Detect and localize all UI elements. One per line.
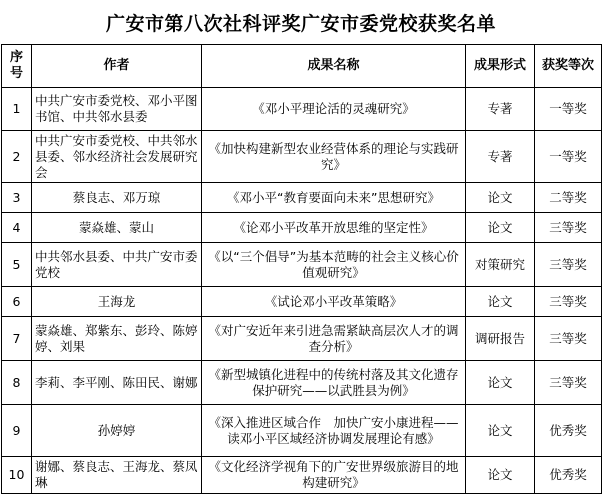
table-row (2, 361, 602, 405)
row-author: 蒙焱雄、蒙山 (32, 213, 202, 243)
row-work-title: 《邓小平理论活的灵魂研究》 (202, 88, 466, 131)
row-award-level: 三等奖 (535, 287, 602, 317)
row-number: 5 (2, 243, 32, 287)
row-work-form: 论文 (466, 287, 535, 317)
table-row (2, 131, 602, 183)
table-row (2, 88, 602, 131)
table-row (2, 183, 602, 213)
row-work-title: 《论邓小平改革开放思维的坚定性》 (202, 213, 466, 243)
row-number: 3 (2, 183, 32, 213)
row-work-title: 《新型城镇化进程中的传统村落及其文化遗存保护研究——以武胜县为例》 (202, 361, 466, 405)
row-work-title: 《加快构建新型农业经营体系的理论与实践研究》 (202, 131, 466, 183)
row-author: 中共广安市委党校、中共邻水县委、邻水经济社会发展研究会 (32, 131, 202, 183)
row-award-level: 优秀奖 (535, 457, 602, 494)
table-header-row (2, 45, 602, 88)
row-award-level: 三等奖 (535, 243, 602, 287)
row-work-form: 论文 (466, 213, 535, 243)
row-number: 7 (2, 317, 32, 361)
row-author: 李莉、李平刚、陈田民、谢娜 (32, 361, 202, 405)
row-work-form: 对策研究 (466, 243, 535, 287)
row-work-title: 《对广安近年来引进急需紧缺高层次人才的调查分析》 (202, 317, 466, 361)
row-work-form: 论文 (466, 457, 535, 494)
table-row (2, 243, 602, 287)
row-number: 4 (2, 213, 32, 243)
row-author: 中共广安市委党校、邓小平图书馆、中共邻水县委 (32, 88, 202, 131)
row-author: 中共邻水县委、中共广安市委党校 (32, 243, 202, 287)
table-row (2, 317, 602, 361)
header-number: 序号 (2, 45, 32, 88)
row-number: 1 (2, 88, 32, 131)
row-work-title: 《试论邓小平改革策略》 (202, 287, 466, 317)
table-row (2, 213, 602, 243)
table-row (2, 457, 602, 494)
row-award-level: 一等奖 (535, 131, 602, 183)
row-author: 蒙焱雄、郑紫东、彭玲、陈婷婷、刘果 (32, 317, 202, 361)
row-number: 9 (2, 405, 32, 457)
header-work-form: 成果形式 (466, 45, 535, 88)
row-award-level: 三等奖 (535, 213, 602, 243)
row-work-title: 《深入推进区域合作 加快广安小康进程——读邓小平区域经济协调发展理论有感》 (202, 405, 466, 457)
row-author: 王海龙 (32, 287, 202, 317)
row-work-title: 《邓小平“教育要面向未来”思想研究》 (202, 183, 466, 213)
table-row (2, 287, 602, 317)
row-award-level: 三等奖 (535, 361, 602, 405)
row-award-level: 三等奖 (535, 317, 602, 361)
header-author: 作者 (32, 45, 202, 88)
row-work-title: 《文化经济学视角下的广安世界级旅游目的地构建研究》 (202, 457, 466, 494)
header-award-level: 获奖等次 (535, 45, 602, 88)
row-work-form: 调研报告 (466, 317, 535, 361)
row-award-level: 一等奖 (535, 88, 602, 131)
row-author: 谢娜、蔡良志、王海龙、蔡凤琳 (32, 457, 202, 494)
row-award-level: 优秀奖 (535, 405, 602, 457)
header-work-title: 成果名称 (202, 45, 466, 88)
row-number: 10 (2, 457, 32, 494)
row-award-level: 二等奖 (535, 183, 602, 213)
award-table (1, 44, 602, 494)
table-row (2, 405, 602, 457)
document-title: 广安市第八次社科评奖广安市委党校获奖名单 (105, 12, 496, 35)
row-work-form: 论文 (466, 361, 535, 405)
row-work-form: 论文 (466, 183, 535, 213)
row-work-title: 《以“三个倡导”为基本范畴的社会主义核心价值观研究》 (202, 243, 466, 287)
row-work-form: 专著 (466, 131, 535, 183)
row-work-form: 论文 (466, 405, 535, 457)
row-number: 6 (2, 287, 32, 317)
row-number: 8 (2, 361, 32, 405)
row-author: 孙婷婷 (32, 405, 202, 457)
row-number: 2 (2, 131, 32, 183)
row-author: 蔡良志、邓万琼 (32, 183, 202, 213)
row-work-form: 专著 (466, 88, 535, 131)
